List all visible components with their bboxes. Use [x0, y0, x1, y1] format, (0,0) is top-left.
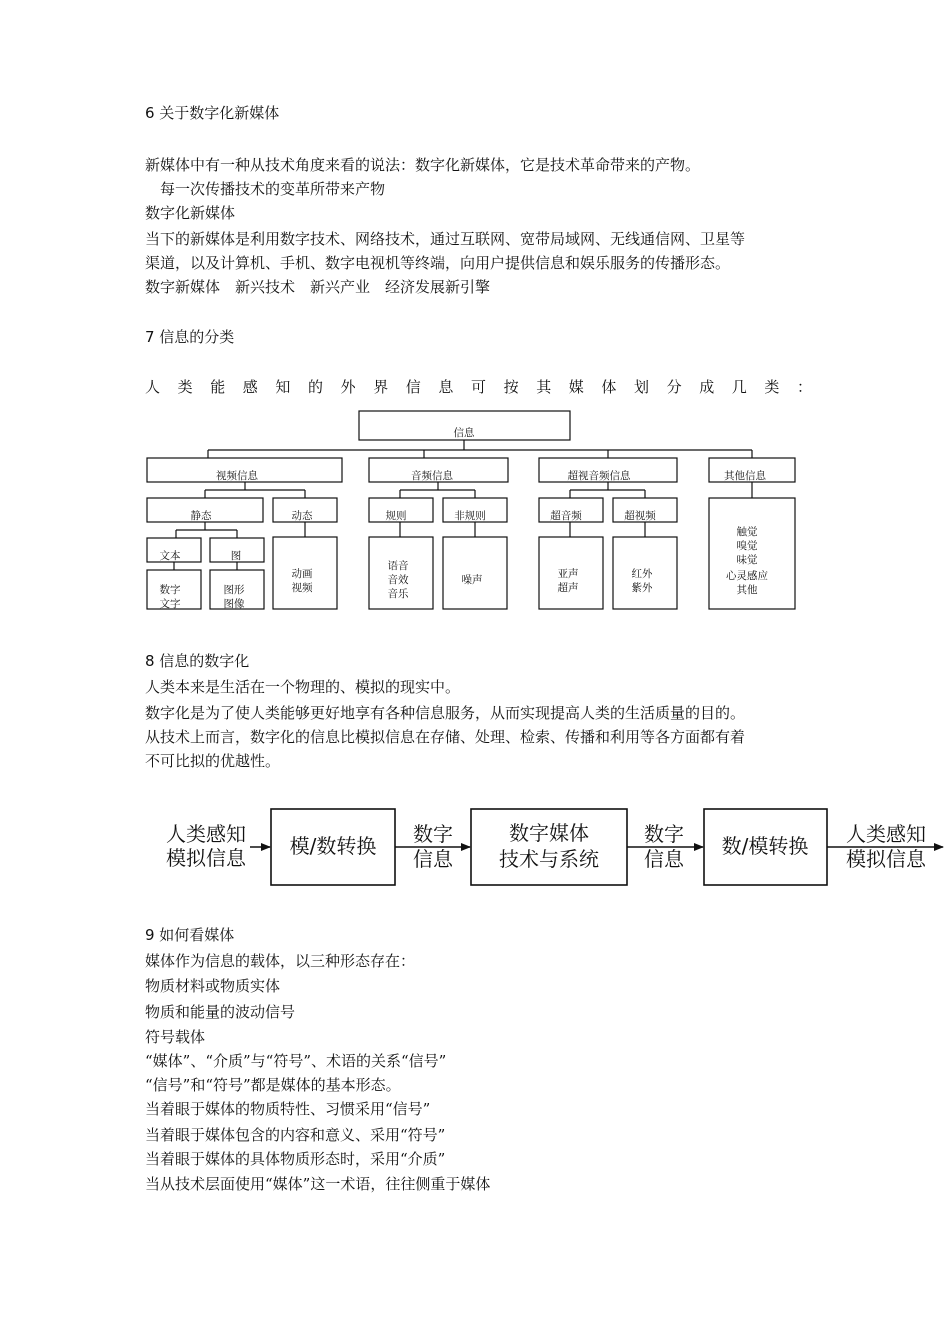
da-converter-label: 数/模转换	[721, 834, 809, 858]
section-7-heading: 7 信息的分类	[145, 328, 235, 346]
section-6-paragraph: 新媒体中有一种从技术角度来看的说法：数字化新媒体，它是技术革命带来的产物。	[145, 156, 701, 174]
tree-super-label: 超视音频信息	[567, 470, 631, 482]
flow-input-label: 模拟信息	[166, 846, 246, 870]
section-9-heading: 9 如何看媒体	[145, 926, 235, 944]
section-9-line: 当着眼于媒体包含的内容和意义、采用“符号”	[145, 1126, 446, 1144]
tree-digit-label: 数字	[159, 584, 181, 596]
tree-irregular-label: 非规则	[454, 510, 486, 522]
flow-output-label: 模拟信息	[846, 847, 926, 871]
tree-image-label: 图	[230, 550, 242, 562]
tree-regular-label: 规则	[385, 510, 407, 522]
tree-sub-label: 超声	[557, 582, 579, 594]
tree-anim-label: 动画	[291, 568, 313, 580]
tree-ultrasonic-label: 超音频	[550, 510, 582, 522]
section-6-keywords: 数字新媒体 新兴技术 新兴产业 经济发展新引擎	[145, 278, 491, 296]
tree-audio-label: 音频信息	[411, 470, 453, 482]
section-7-intro: 人类能感知的外界信息可按其媒体划分成几类：	[145, 378, 830, 396]
section-9-line: 当从技术层面使用“媒体”这一术语，往往侧重于媒体	[145, 1175, 491, 1193]
tree-other-detail-label: 心灵感应	[726, 570, 768, 582]
tree-other-detail-label: 触觉	[736, 526, 758, 538]
section-9-line: 当着眼于媒体的物质特性、习惯采用“信号”	[145, 1100, 431, 1118]
tree-other-label: 其他信息	[724, 470, 766, 482]
tree-graph-label: 图像	[223, 598, 245, 610]
tree-digit-label: 文字	[159, 598, 181, 610]
flow-mid-label: 数字	[644, 822, 684, 846]
section-6-paragraph: 渠道，以及计算机、手机、数字电视机等终端，向用户提供信息和娱乐服务的传播形态。	[145, 254, 731, 272]
tree-voice-label: 语音	[387, 560, 409, 572]
tree-sub-label: 亚声	[557, 568, 579, 580]
tree-supervideo-label: 超视频	[624, 510, 656, 522]
section-9-line: “信号”和“符号”都是媒体的基本形态。	[145, 1076, 401, 1094]
tree-voice-label: 音效	[387, 574, 409, 586]
tree-root-label: 信息	[453, 427, 475, 439]
tree-anim-label: 视频	[291, 582, 313, 594]
flow-mid-label: 信息	[644, 847, 684, 871]
section-6-paragraph: 当下的新媒体是利用数字技术、网络技术，通过互联网、宽带局域网、无线通信网、卫星等	[145, 230, 746, 248]
section-6-heading: 6 关于数字化新媒体	[145, 104, 280, 122]
section-9-line: 物质和能量的波动信号	[145, 1003, 296, 1021]
tree-dynamic-label: 动态	[291, 510, 313, 522]
digital-media-system-label: 数字媒体	[509, 821, 589, 845]
tree-video-label: 视频信息	[216, 470, 258, 482]
tree-other-detail-label: 味觉	[736, 554, 758, 566]
section-8-heading: 8 信息的数字化	[145, 652, 250, 670]
ad-converter-label: 模/数转换	[289, 834, 377, 858]
digital-media-system-label: 技术与系统	[499, 847, 599, 871]
flow-mid-label: 数字	[413, 822, 453, 846]
flow-output-label: 人类感知	[846, 822, 926, 846]
tree-noise-label: 噪声	[461, 574, 483, 586]
section-8-paragraph: 人类本来是生活在一个物理的、模拟的现实中。	[145, 678, 461, 696]
tree-text-label: 文本	[159, 550, 181, 562]
section-9-line: 媒体作为信息的载体，以三种形态存在：	[145, 952, 416, 970]
section-9-line: “媒体”、“介质”与“符号”、术语的关系“信号”	[145, 1052, 447, 1070]
section-6-paragraph: 数字化新媒体	[145, 204, 236, 222]
tree-static-label: 静态	[190, 510, 212, 522]
flow-mid-label: 信息	[413, 847, 453, 871]
section-9-line: 当着眼于媒体的具体物质形态时，采用“介质”	[145, 1150, 446, 1168]
section-9-line: 符号载体	[145, 1028, 206, 1046]
tree-voice-label: 音乐	[387, 588, 409, 600]
section-8-paragraph: 不可比拟的优越性。	[145, 752, 281, 770]
tree-graph-label: 图形	[223, 584, 245, 596]
section-9-line: 物质材料或物质实体	[145, 977, 281, 995]
section-8-paragraph: 从技术上而言，数字化的信息比模拟信息在存储、处理、检索、传播和利用等各方面都有着	[145, 728, 746, 746]
tree-ir-label: 红外	[631, 568, 653, 580]
tree-other-detail-label: 其他	[736, 584, 758, 596]
section-8-paragraph: 数字化是为了使人类能够更好地享有各种信息服务，从而实现提高人类的生活质量的目的。	[145, 704, 746, 722]
tree-other-detail-label: 嗅觉	[736, 540, 758, 552]
tree-ir-label: 紫外	[631, 582, 653, 594]
section-6-paragraph: 每一次传播技术的变革所带来产物	[145, 180, 386, 198]
flow-input-label: 人类感知	[166, 822, 246, 846]
